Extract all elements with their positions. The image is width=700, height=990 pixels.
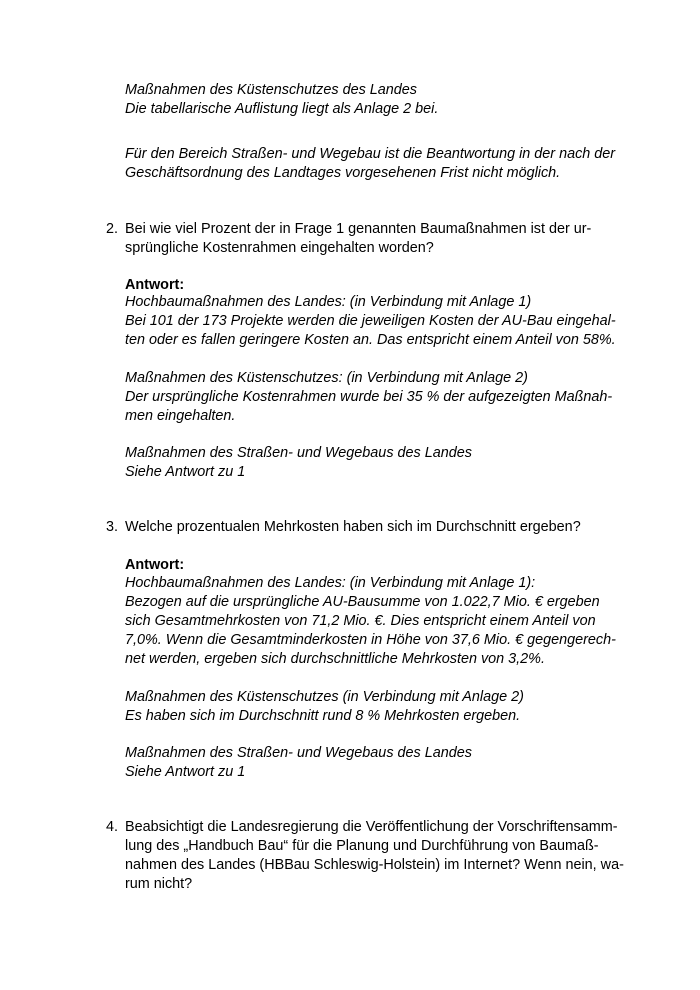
q2-kuesten-line1: Der ursprüngliche Kostenrahmen wurde bei 35 % der aufgezeigten Maßnah- [125, 389, 613, 405]
intro-kuesten-line2: Die tabellarische Auflistung liegt als Anlage 2 bei. [125, 101, 439, 117]
q3-hochbau-line3: 7,0%. Wenn die Gesamtminderkosten in Höhe von 37,6 Mio. € gegengerech- [125, 632, 616, 648]
question-4-line4: rum nicht? [125, 876, 193, 892]
question-3-answer-label: Antwort: [125, 557, 185, 573]
question-2-line2: sprüngliche Kostenrahmen eingehalten worden? [125, 240, 434, 256]
q3-hochbau-heading: Hochbaumaßnahmen des Landes: (in Verbindung mit Anlage 1): [125, 575, 536, 591]
q3-strassen-heading: Maßnahmen des Straßen- und Wegebaus des Landes [125, 745, 472, 761]
q2-hochbau-line1: Bei 101 der 173 Projekte werden die jeweiligen Kosten der AU-Bau eingehal- [125, 313, 616, 329]
question-4-line3: nahmen des Landes (HBBau Schleswig-Holstein) im Internet? Wenn nein, wa- [125, 857, 624, 873]
question-2-line1: Bei wie viel Prozent der in Frage 1 genannten Baumaßnahmen ist der ur- [125, 221, 592, 237]
q3-hochbau-line1: Bezogen auf die ursprüngliche AU-Bausumme von 1.022,7 Mio. € ergeben [125, 594, 600, 610]
question-4-number: 4. [106, 819, 119, 835]
intro-strassen-line2: Geschäftsordnung des Landtages vorgesehenen Frist nicht möglich. [125, 165, 561, 181]
question-3-number: 3. [106, 519, 119, 535]
q2-hochbau-heading: Hochbaumaßnahmen des Landes: (in Verbindung mit Anlage 1) [125, 294, 532, 310]
question-2-number: 2. [106, 221, 119, 237]
q3-kuesten-heading: Maßnahmen des Küstenschutzes (in Verbindung mit Anlage 2) [125, 689, 524, 705]
question-4-line1: Beabsichtigt die Landesregierung die Veröffentlichung der Vorschriftensamm- [125, 819, 618, 835]
question-2-answer-label: Antwort: [125, 277, 185, 293]
q3-kuesten-line1: Es haben sich im Durchschnitt rund 8 % Mehrkosten ergeben. [125, 708, 521, 724]
intro-strassen-line1: Für den Bereich Straßen- und Wegebau ist die Beantwortung in der nach der [125, 146, 616, 162]
intro-kuesten-line1: Maßnahmen des Küstenschutzes des Landes [125, 82, 417, 98]
q3-strassen-line1: Siehe Antwort zu 1 [125, 764, 246, 780]
q2-strassen-line1: Siehe Antwort zu 1 [125, 464, 246, 480]
q3-hochbau-line4: net werden, ergeben sich durchschnittliche Mehrkosten von 3,2%. [125, 651, 545, 667]
q2-hochbau-line2: ten oder es fallen geringere Kosten an. Das entspricht einem Anteil von 58%. [125, 332, 616, 348]
question-3-line1: Welche prozentualen Mehrkosten haben sich im Durchschnitt ergeben? [125, 519, 581, 535]
q3-hochbau-line2: sich Gesamtmehrkosten von 71,2 Mio. €. Dies entspricht einem Anteil von [125, 613, 596, 629]
q2-strassen-heading: Maßnahmen des Straßen- und Wegebaus des Landes [125, 445, 472, 461]
question-4-line2: lung des „Handbuch Bau“ für die Planung und Durchführung von Baumaß- [125, 838, 599, 854]
q2-kuesten-line2: men eingehalten. [125, 408, 236, 424]
q2-kuesten-heading: Maßnahmen des Küstenschutzes: (in Verbindung mit Anlage 2) [125, 370, 528, 386]
